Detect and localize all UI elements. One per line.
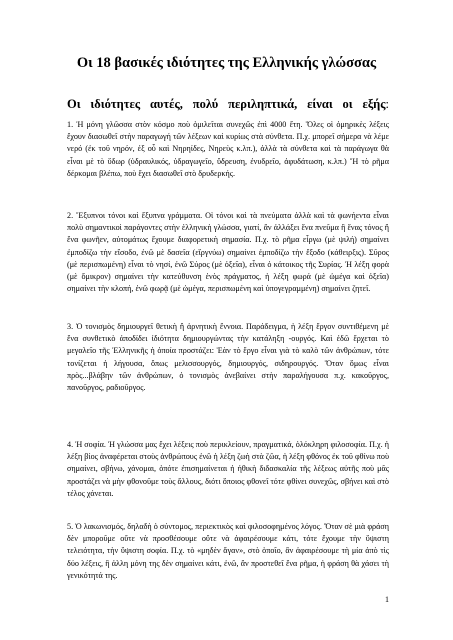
document-title: Οι 18 βασικές ιδιότητες της Ελληνικής γλώσσας: [76, 55, 377, 71]
paragraph-3: 3. Ὁ τονισμὸς δημιουργεῖ θετικὴ ἢ ἀρνητικὴ ἔννοια. Παράδειγμα, ἡ λέξη ἔργον συντιθέμενη μὲ ἕνα συνθετικὸ ἀποδίδει ἰδιότητα δημιουργώντας τὴν κατάληξη -ουργός. Καὶ ἐδῶ ἔρχεται τὸ μεγαλεῖο τῆς Ἑλληνικῆς ἡ ὁποία προστάζει: Ἐὰν τὸ ἔργο εἶναι γιὰ τὸ καλὸ τῶν ἀνθρώπων, τότε τονίζεται ἡ λήγουσα, ὅπως μελισσουργός, δημιουργός, σιδηρουργός. Ὅταν ὅμως εἶναι πρὸς...βλάβην τῶν ἀνθρώπων, ὁ τονισμὸς ἀνεβαίνει στὴν παραλήγουσα π.χ. κακοῦργος, πανοῦργος, ραδιοῦργος.: [67, 322, 389, 393]
subtitle-colon: :: [385, 97, 389, 111]
paragraph-4: 4. Ἡ σοφία. Ἡ γλώσσα μας ἔχει λέξεις ποὺ περικλείουν, πραγματικά, ὁλόκληρη φιλοσοφία. Π.χ. ἡ λέξη βίος ἀναφέρεται στοὺς ἀνθρώπους ἐνῶ ἡ λέξη ζωὴ στὰ ζῶα, ἡ λέξη φθόνος ἐκ τοῦ φθίνω ποὺ σημαίνει, σβήνω, χάνομαι, ὁπότε ἐπισημαίνεται ἡ ἠθικὴ διδασκαλία τῆς λέξεως αὐτῆς ποὺ μᾶς προστάζει νὰ μὴν φθονοῦμε τοὺς ἄλλους, διότι ὅποιος φθονεῖ τότε φθίνει συνεχῶς, σβήνει καὶ στὸ τέλος χάνεται.: [67, 440, 389, 498]
page-number: 1: [385, 595, 389, 604]
document-subtitle: [67, 97, 389, 112]
paragraph-5: 5. Ὁ λακωνισμός, δηλαδὴ ὁ σύντομος, περιεκτικὸς καὶ φιλοσοφημένος λόγος. Ὅταν σὲ μιὰ φράση δὲν μποροῦμε οὔτε νὰ προσθέσουμε οὔτε νὰ ἀφαιρέσουμε κάτι, τότε ἔχουμε τὴν ὕψιστη τελειότητα, τὴν ὕψιστη σοφία. Π.χ. τὸ «μηδὲν ἄγαν», στὸ ὁποῖο, ἂν ἀφαιρέσουμε τὴ μία ἀπὸ τὶς δύο λέξεις, ἢ ἀλλη μόνη της δὲν σημαίνει κάτι, ἐνῶ, ἂν προστεθεῖ ἕνα ρῆμα, ἡ φράση θὰ χάσει τὴ γενικότητά της.: [67, 522, 389, 580]
paragraph-1: 1. Ἡ μόνη γλῶσσα στὸν κόσμο ποὺ ὁμιλεῖται συνεχῶς ἐπὶ 4000 ἔτη. Ὅλες οἱ ὁμηρικὲς λέξεις ἔχουν διασωθεῖ στὴν παραγωγή τῶν λέξεων καὶ κυρίως στὰ σύνθετα. Π.χ. μπορεῖ σήμερα νὰ λέμε νερό (ἐκ τοῦ νηρόν, ἐξ οὗ καὶ Νηρηίδες, Νηρεὺς κ.λπ.), ἀλλὰ τὰ σύνθετα καὶ τὰ παράγωγα θὰ εἶναι μὲ τὸ ὕδωρ (ὑδραυλικός, ὑδραγωγεῖο, ὕδρευση, ἐνυδρεῖο, ἀφυδάτωση, κ.λπ.) Ἤ τὸ ρῆμα δέρκομαι βλέπω, ποὺ ἔχει διασωθεῖ στὸ δρυδερκής.: [67, 120, 389, 178]
subtitle-text: Οι ιδιότητες αυτές, πολύ περιληπτικά, είναι οι εξής: [67, 97, 386, 111]
paragraph-2: 2. Ἔξυπνοι τόνοι καὶ ἔξυπνα γράμματα. Οἱ τόνοι καὶ τὰ πνεύματα ἀλλὰ καὶ τὰ φωνήεντα εἶναι πολὺ σημαντικοὶ παράγοντες στὴν ἑλληνικὴ γλώσσα, γιατί, ἂν ἀλλάξει ἕνα πνεῦμα ἢ ἕνας τόνος ἢ ἕνα φωνῆεν, αὐτομάτως ἔχουμε διαφορετικὴ σημασία. Π.χ. τὸ ρῆμα εἶργω (μὲ ψιλή) σημαίνει ἐμποδίζω τὴν εἴσοδο, ἐνῶ μὲ δασεῖα (εἵργνύω) σημαίνει ἐμποδίζω τὴν ἔξοδο (κάθειρξις). Σῦρος (μὲ περισπωμένη) εἶναι τὸ νησί, ἐνῶ Σύρος (μὲ ὀξεῖα), εἶναι ὁ κάτοικος τῆς Συρίας. Ἡ λέξη φορὰ (μὲ ὄμικρον) σημαίνει τὴν κατεύθυνση ἑνὸς πράγματος, ἡ λέξη φωρά (μὲ ὠμέγα καὶ ὀξεῖα) σημαίνει τὴν κλοπή, ἐνῶ φωρᾷ (μὲ ὠμέγα, περισπωμένη καὶ ὑπογεγραμμένη) σημαίνει ζητεῖ.: [67, 211, 389, 294]
